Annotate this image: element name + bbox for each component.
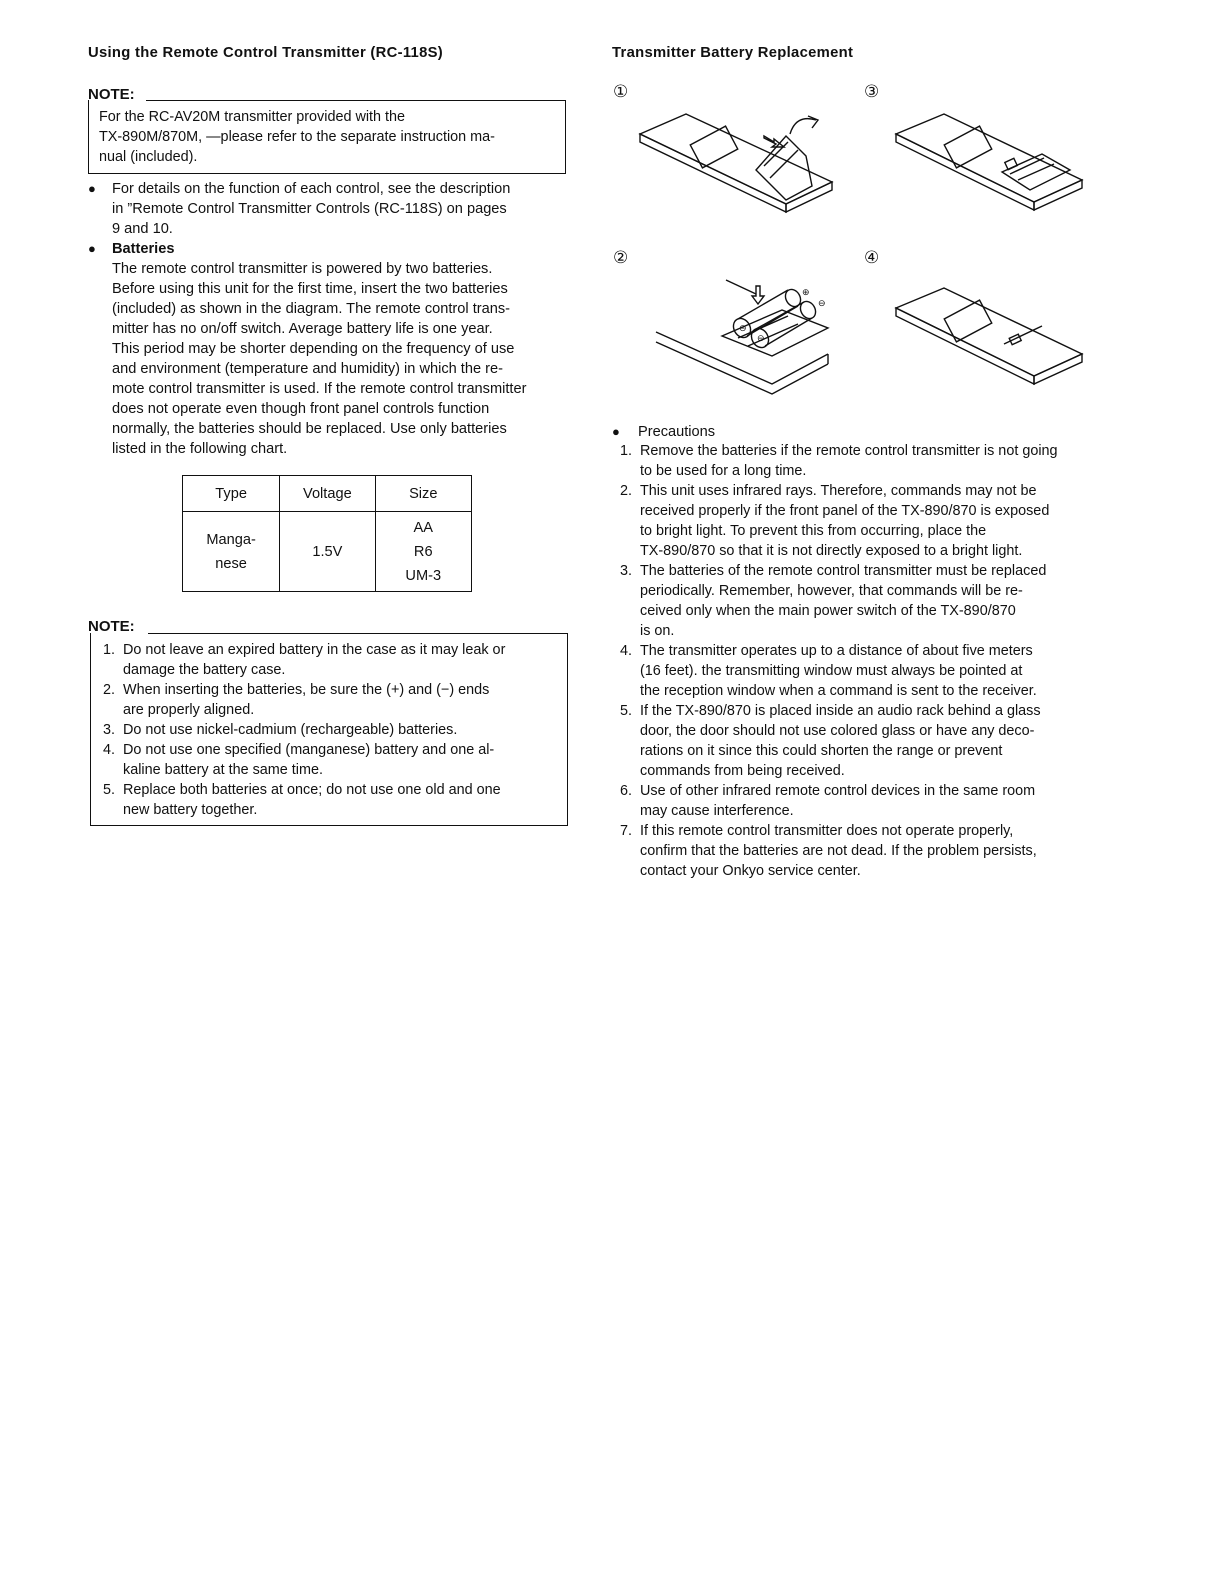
precautions-title: Precautions: [638, 424, 716, 440]
text-line: This unit uses infrared rays. Therefore, commands may not be: [640, 483, 1037, 499]
size-line: UM-3: [405, 567, 442, 584]
text-line: listed in the following chart.: [112, 441, 288, 457]
text-line: to bright light. To prevent this from occurring, place the: [640, 523, 987, 539]
bullet-icon: ●: [612, 424, 620, 439]
text-line: Do not leave an expired battery in the case as it may leak or: [123, 642, 506, 658]
size-line: AA: [413, 519, 433, 536]
size-line: R6: [413, 543, 433, 560]
battery-spec-table: [182, 475, 472, 592]
text-line: to be used for a long time.: [640, 463, 807, 479]
note-line: TX-890M/870M, —please refer to the separate instruction ma-: [99, 129, 495, 145]
figure-label-3: ③: [864, 82, 880, 102]
list-item: [612, 441, 1102, 481]
battery-insertion-illustration: [652, 272, 852, 402]
text-line: The remote control transmitter is powered by two batteries.: [112, 261, 493, 277]
minus-mark: ⊖: [739, 323, 747, 333]
list-item: [95, 680, 559, 720]
figure-label-2: ②: [613, 248, 629, 268]
text-line: contact your Onkyo service center.: [640, 863, 861, 879]
list-item: [612, 821, 1102, 881]
text-line: If this remote control transmitter does not operate properly,: [640, 823, 1014, 839]
note-label: NOTE:: [88, 618, 135, 635]
text-line: normally, the batteries should be replaced. Use only batteries: [112, 421, 507, 437]
list-item: [95, 780, 559, 820]
table-cell-size: [375, 512, 471, 592]
bullet-icon: ●: [88, 241, 96, 256]
text-line: damage the battery case.: [123, 662, 286, 678]
text-line: Remove the batteries if the remote control transmitter is not going: [640, 443, 1058, 459]
remote-batteries-installed-illustration: [892, 108, 1092, 218]
item-number: 6.: [620, 783, 633, 799]
section-heading-battery-replacement: Transmitter Battery Replacement: [612, 45, 854, 61]
bullet-item-details: [88, 179, 568, 239]
text-line: door, the door should not use colored glass or have any deco-: [640, 723, 1035, 739]
table-cell-type: [183, 512, 280, 592]
text-line: Do not use one specified (manganese) battery and one al-: [123, 742, 495, 758]
type-line: nese: [215, 555, 247, 572]
text-line: commands from being received.: [640, 763, 845, 779]
figure-label-1: ①: [613, 82, 629, 102]
text-line: Before using this unit for the first time, insert the two batteries: [112, 281, 508, 297]
list-item: [612, 781, 1102, 821]
text-line: confirm that the batteries are not dead. If the problem persists,: [640, 843, 1037, 859]
item-number: 4.: [103, 742, 116, 758]
text-line: If the TX-890/870 is placed inside an audio rack behind a glass: [640, 703, 1041, 719]
figure-label-4: ④: [864, 248, 880, 268]
precautions-list: [612, 441, 1102, 881]
table-header-size: Size: [375, 476, 471, 512]
item-number: 1.: [103, 642, 116, 658]
note-box: [88, 100, 566, 174]
text-line: kaline battery at the same time.: [123, 762, 323, 778]
text-line: is on.: [640, 623, 675, 639]
text-line: (16 feet). the transmitting window must always be pointed at: [640, 663, 1023, 679]
type-line: Manga-: [206, 531, 256, 548]
text-line: mote control transmitter is used. If the remote control transmitter: [112, 381, 527, 397]
text-line: (included) as shown in the diagram. The remote control trans-: [112, 301, 511, 317]
section-heading-remote-control: Using the Remote Control Transmitter (RC-118S): [88, 45, 444, 61]
text-line: rations on it since this could shorten the range or prevent: [640, 743, 1003, 759]
item-number: 5.: [620, 703, 633, 719]
text-line: Replace both batteries at once; do not use one old and one: [123, 782, 501, 798]
minus-mark: ⊖: [757, 333, 765, 343]
text-line: Use of other infrared remote control devices in the same room: [640, 783, 1036, 799]
text-line: For details on the function of each control, see the description: [112, 181, 511, 197]
note-line: nual (included).: [99, 149, 198, 165]
batteries-title: Batteries: [112, 241, 175, 257]
list-item: [95, 640, 559, 680]
item-number: 3.: [103, 722, 116, 738]
table-header-voltage: Voltage: [280, 476, 375, 512]
item-number: 5.: [103, 782, 116, 798]
text-line: are properly aligned.: [123, 702, 255, 718]
plus-mark: ⊕: [802, 287, 810, 297]
text-line: When inserting the batteries, be sure the (+) and (−) ends: [123, 682, 490, 698]
table-header-type: Type: [183, 476, 280, 512]
item-number: 2.: [103, 682, 116, 698]
text-line: may cause interference.: [640, 803, 794, 819]
note-label: NOTE:: [88, 86, 135, 103]
text-line: The transmitter operates up to a distance of about five meters: [640, 643, 1033, 659]
item-number: 4.: [620, 643, 633, 659]
text-line: ceived only when the main power switch of the TX-890/870: [640, 603, 1016, 619]
text-line: and environment (temperature and humidity) in which the re-: [112, 361, 503, 377]
bullet-icon: ●: [88, 181, 96, 196]
text-line: new battery together.: [123, 802, 258, 818]
text-line: TX-890/870 so that it is not directly exposed to a bright light.: [640, 543, 1023, 559]
text-line: received properly if the front panel of the TX-890/870 is exposed: [640, 503, 1050, 519]
item-number: 2.: [620, 483, 633, 499]
text-line: the reception window when a command is sent to the receiver.: [640, 683, 1037, 699]
table-cell-voltage: 1.5V: [280, 512, 375, 592]
notes-list: [95, 640, 559, 820]
text-line: Do not use nickel-cadmium (rechargeable) batteries.: [123, 722, 458, 738]
text-line: does not operate even though front panel controls function: [112, 401, 490, 417]
bullet-item-batteries: [88, 239, 568, 459]
remote-cover-open-illustration: [636, 100, 846, 220]
text-line: mitter has no on/off switch. Average battery life is one year.: [112, 321, 493, 337]
item-number: 7.: [620, 823, 633, 839]
text-line: This period may be shorter depending on the frequency of use: [112, 341, 515, 357]
item-number: 3.: [620, 563, 633, 579]
list-item: [612, 481, 1102, 561]
list-item: [612, 701, 1102, 781]
note-line: For the RC-AV20M transmitter provided with the: [99, 109, 406, 125]
text-line: in ”Remote Control Transmitter Controls (RC-118S) on pages: [112, 201, 507, 217]
text-line: The batteries of the remote control transmitter must be replaced: [640, 563, 1047, 579]
remote-cover-closed-illustration: [892, 282, 1092, 392]
minus-mark: ⊖: [818, 298, 826, 308]
list-item: [95, 740, 559, 780]
list-item: [95, 720, 559, 740]
notes-box: [90, 633, 568, 826]
list-item: [612, 641, 1102, 701]
text-line: periodically. Remember, however, that commands will be re-: [640, 583, 1023, 599]
text-line: 9 and 10.: [112, 221, 173, 237]
item-number: 1.: [620, 443, 633, 459]
list-item: [612, 561, 1102, 641]
precautions-heading: [612, 422, 1092, 442]
